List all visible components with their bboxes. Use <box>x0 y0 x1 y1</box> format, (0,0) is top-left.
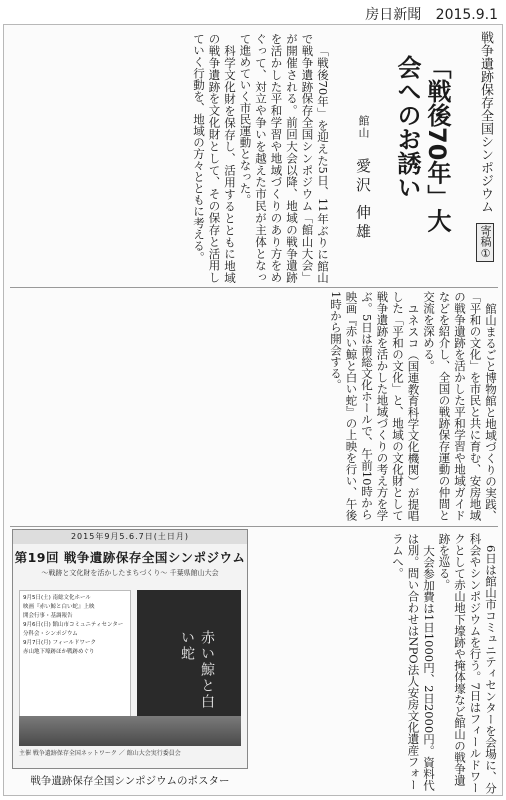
article-body-top <box>10 33 330 283</box>
byline-affiliation: 館山 <box>357 115 370 139</box>
program-line: 9月5日(土) 南総文化ホール <box>23 595 91 601</box>
article-body-middle <box>10 291 498 521</box>
contribution-tag: 寄稿① <box>476 223 494 262</box>
column-divider <box>10 526 498 527</box>
poster-date: 2015年9月5.6.7日(土日月) <box>13 530 247 544</box>
program-line: 9月7日(月) フィールドワーク <box>23 640 96 646</box>
article-headline: 「戦後70年」大会へのお誘い <box>393 55 451 233</box>
symposium-poster <box>12 529 248 769</box>
paragraph: 館山まるごと博物館と地域づくりの実践、「平和の文化」を市民と共に育む、安房地域の戦争遺跡を活かした平和学習や地域ガイドなどを紹介し、全国の戦跡保存運動の仲間と交流を深める。 <box>422 291 498 521</box>
film-image <box>137 590 241 718</box>
program-line: 赤山地下壕跡ほか戦跡めぐり <box>23 649 95 655</box>
paragraph: ユネスコ（国連教育科学文化機関）が提唱した「平和の文化」と、地域の文化財として戦争遺跡を活かした地域づくりの考え方を学ぶ。5日は南総文化ホールで、午前10時から映画『赤い鯨と白い蛇』の上映を行い、午後1時から開会する。 <box>329 291 421 521</box>
newspaper-name: 房日新聞 <box>365 7 422 23</box>
paragraph: 科学文化財を保存し、活用するとともに地域の戦争遺跡を文化財として、その保存と活用していく行動を、地域の方々とともに考える。 <box>192 33 237 283</box>
masthead <box>355 4 498 24</box>
newspaper-clipping <box>3 24 503 796</box>
article-body-bottom <box>254 533 498 795</box>
paragraph: 「戦後70年」を迎えた5日、11年ぶりに館山で戦争遺跡保存全国シンポジウム「館山大会」が開催される。前回大会以降、地域の戦争遺跡を活かした平和学習や地域づくりのあり方をめぐって、対立や争いを越えた市民が主体となって進めていく市民運動となった。 <box>238 33 330 283</box>
program-line: 9月6日(日) 館山市コミュニティセンター <box>23 622 124 628</box>
byline-name: 愛沢 伸雄 <box>354 157 372 243</box>
poster-subtitle: ～戦跡と文化財を活かしたまちづくり～ 千葉県館山大会 <box>41 569 219 577</box>
poster-footer: 主催 戦争遺跡保存全国ネットワーク ／ 館山大会実行委員会 <box>19 750 181 757</box>
byline <box>334 115 374 275</box>
paragraph: 6日は館山市コミュニティセンターを会場に、分科会やシンポジウムを行う。7日はフィールドワークとして赤山地下壕跡や掩体壕など館山の戦争遺跡を巡る。 <box>437 533 498 794</box>
poster-caption: 戦争遺跡保存全国シンポジウムのポスター <box>30 775 230 787</box>
series-title: 戦争遺跡保存全国シンポジウム <box>478 31 493 213</box>
column-divider <box>10 287 498 288</box>
program-line: 分科会・シンポジウム <box>23 631 78 637</box>
group-photo <box>19 716 241 746</box>
poster-program <box>19 590 131 718</box>
clipping-date: 2015.9.1 <box>435 7 498 23</box>
poster-title: 第19回 戦争遺跡保存全国シンポジウム <box>14 550 246 565</box>
program-line: 映画『赤い鯨と白い蛇』上映 <box>23 604 95 610</box>
paragraph: 大会参加費は1日1000円、2日2000円。資料代は別。問い合わせはNPO法人安房文化遺産フォーラムへ。 <box>391 533 436 791</box>
film-title: 赤い鯨と白い蛇 <box>179 630 215 710</box>
program-line: 開会行事・基調報告 <box>23 613 73 619</box>
